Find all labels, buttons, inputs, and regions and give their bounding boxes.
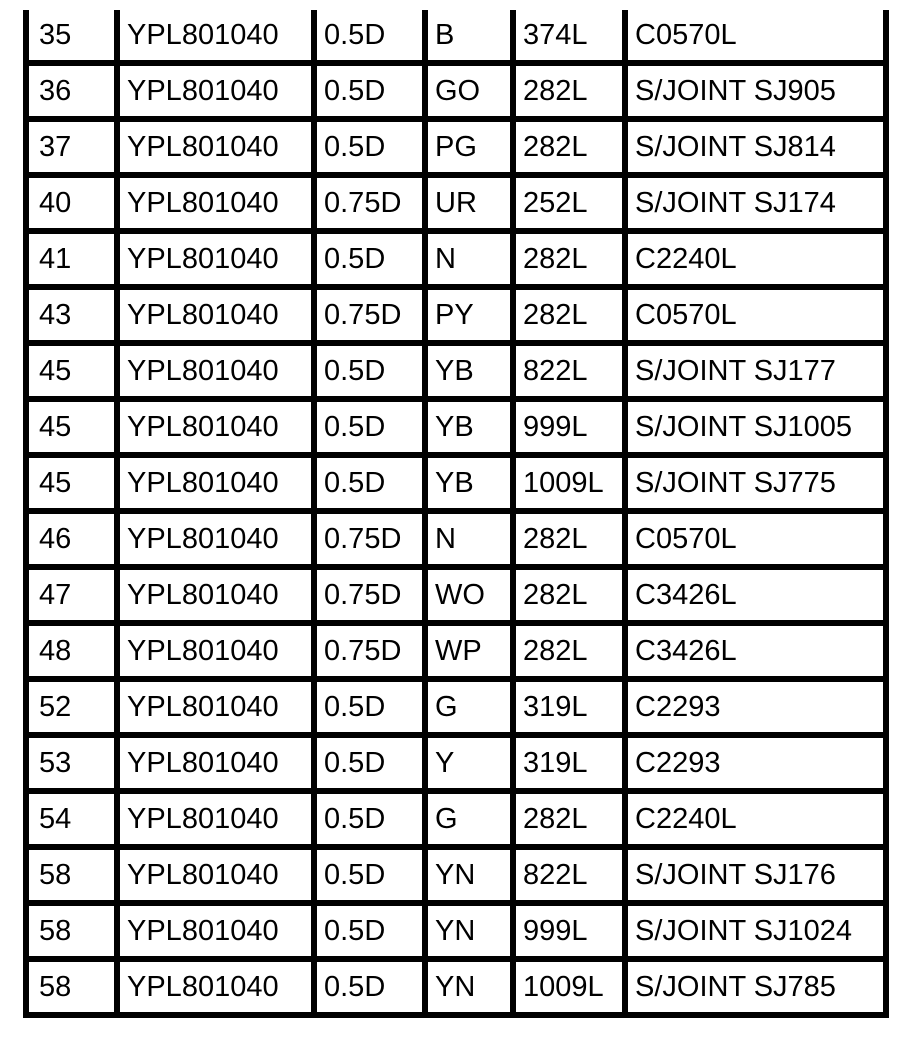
cell-part-number: YPL801040 <box>117 399 314 455</box>
cell-position: 36 <box>29 63 117 119</box>
cell-destination: C2293 <box>625 679 883 735</box>
table-row <box>29 175 883 231</box>
cell-part-number: YPL801040 <box>117 959 314 1012</box>
table-row <box>29 231 883 287</box>
cell-part-number: YPL801040 <box>117 287 314 343</box>
cell-part-number: YPL801040 <box>117 567 314 623</box>
cell-part-number: YPL801040 <box>117 343 314 399</box>
cell-length: 822L <box>513 343 625 399</box>
table-row <box>29 119 883 175</box>
cell-part-number: YPL801040 <box>117 791 314 847</box>
cell-part-number: YPL801040 <box>117 119 314 175</box>
cell-wire-color: YN <box>425 847 513 903</box>
cell-wire-color: YB <box>425 455 513 511</box>
cell-part-number: YPL801040 <box>117 231 314 287</box>
cell-destination: C3426L <box>625 567 883 623</box>
cell-wire-color: PY <box>425 287 513 343</box>
table-row <box>29 959 883 1012</box>
cell-position: 58 <box>29 903 117 959</box>
cell-length: 282L <box>513 791 625 847</box>
cell-position: 46 <box>29 511 117 567</box>
cell-position: 48 <box>29 623 117 679</box>
cell-wire-color: B <box>425 10 513 63</box>
cell-position: 37 <box>29 119 117 175</box>
cell-wire-size: 0.75D <box>314 623 425 679</box>
cell-wire-color: YB <box>425 343 513 399</box>
cell-destination: S/JOINT SJ775 <box>625 455 883 511</box>
cell-length: 282L <box>513 119 625 175</box>
cell-length: 282L <box>513 231 625 287</box>
cell-position: 45 <box>29 343 117 399</box>
table-row <box>29 903 883 959</box>
table-row <box>29 847 883 903</box>
cell-wire-color: WO <box>425 567 513 623</box>
cell-destination: S/JOINT SJ905 <box>625 63 883 119</box>
cell-destination: C2240L <box>625 791 883 847</box>
cell-length: 282L <box>513 567 625 623</box>
cell-length: 282L <box>513 63 625 119</box>
cell-position: 47 <box>29 567 117 623</box>
table-row <box>29 567 883 623</box>
cell-wire-size: 0.75D <box>314 175 425 231</box>
cell-destination: C0570L <box>625 287 883 343</box>
cell-position: 52 <box>29 679 117 735</box>
cell-wire-color: WP <box>425 623 513 679</box>
cell-position: 53 <box>29 735 117 791</box>
table-row <box>29 399 883 455</box>
cell-position: 58 <box>29 847 117 903</box>
cell-destination: C0570L <box>625 511 883 567</box>
cell-destination: S/JOINT SJ177 <box>625 343 883 399</box>
cell-position: 45 <box>29 455 117 511</box>
cell-position: 35 <box>29 10 117 63</box>
cell-destination: S/JOINT SJ1024 <box>625 903 883 959</box>
table-row <box>29 63 883 119</box>
cell-wire-size: 0.5D <box>314 119 425 175</box>
wire-list-table <box>29 10 883 1012</box>
cell-destination: S/JOINT SJ785 <box>625 959 883 1012</box>
cell-position: 54 <box>29 791 117 847</box>
cell-length: 822L <box>513 847 625 903</box>
cell-position: 58 <box>39 971 72 1003</box>
cell-part-number: YPL801040 <box>117 10 314 63</box>
cell-wire-size: 0.5D <box>314 399 425 455</box>
table-row <box>29 343 883 399</box>
table-row <box>29 511 883 567</box>
cell-part-number: YPL801040 <box>117 511 314 567</box>
cell-wire-color: GO <box>425 63 513 119</box>
cell-wire-size: 0.5D <box>314 847 425 903</box>
cell-wire-color: YN <box>425 903 513 959</box>
table-row <box>29 10 883 63</box>
cell-part-number: YPL801040 <box>117 679 314 735</box>
cell-position: 41 <box>29 231 117 287</box>
cell-wire-color: G <box>425 791 513 847</box>
cell-wire-color: PG <box>425 119 513 175</box>
cell-wire-color: YN <box>425 959 513 1012</box>
cell-position: 40 <box>29 175 117 231</box>
cell-length: 252L <box>513 175 625 231</box>
cell-length: 999L <box>513 399 625 455</box>
cell-length: 319L <box>513 735 625 791</box>
cell-destination: S/JOINT SJ1005 <box>625 399 883 455</box>
cell-part-number: YPL801040 <box>117 847 314 903</box>
cell-length: 319L <box>513 679 625 735</box>
cell-length: 999L <box>513 903 625 959</box>
cell-wire-color: N <box>425 231 513 287</box>
table-row <box>29 287 883 343</box>
cell-wire-size: 0.5D <box>314 10 425 63</box>
wire-list-sheet <box>23 10 889 1018</box>
cell-length: 1009L <box>513 959 625 1012</box>
cell-length: 282L <box>513 511 625 567</box>
cell-length: 374L <box>513 10 625 63</box>
cell-position: 43 <box>29 287 117 343</box>
cell-part-number: YPL801040 <box>117 175 314 231</box>
cell-destination: C0570L <box>625 10 883 63</box>
cell-wire-size: 0.5D <box>314 231 425 287</box>
cell-wire-size: 0.5D <box>314 455 425 511</box>
cell-part-number: YPL801040 <box>117 63 314 119</box>
cell-destination: C2240L <box>625 231 883 287</box>
cell-length: 282L <box>513 287 625 343</box>
cell-part-number: YPL801040 <box>117 903 314 959</box>
cell-wire-color: UR <box>425 175 513 231</box>
cell-wire-size: 0.5D <box>314 679 425 735</box>
cell-wire-size: 0.5D <box>314 343 425 399</box>
cell-wire-size: 0.75D <box>314 287 425 343</box>
table-row <box>29 623 883 679</box>
cell-wire-size: 0.75D <box>314 567 425 623</box>
cell-destination: S/JOINT SJ176 <box>625 847 883 903</box>
cell-wire-color: YB <box>425 399 513 455</box>
cell-length: 282L <box>513 623 625 679</box>
cell-destination: C2293 <box>625 735 883 791</box>
cell-destination: S/JOINT SJ174 <box>625 175 883 231</box>
cell-length: 1009L <box>513 455 625 511</box>
cell-destination: C3426L <box>625 623 883 679</box>
cell-wire-size: 0.5D <box>314 959 425 1012</box>
cell-part-number: YPL801040 <box>117 735 314 791</box>
cell-wire-color: Y <box>425 735 513 791</box>
cell-wire-size: 0.75D <box>314 511 425 567</box>
cell-position: 45 <box>29 399 117 455</box>
table-row <box>29 679 883 735</box>
table-row <box>29 455 883 511</box>
cell-wire-size: 0.5D <box>314 735 425 791</box>
cell-wire-color: N <box>425 511 513 567</box>
cell-part-number: YPL801040 <box>117 455 314 511</box>
cell-wire-size: 0.5D <box>314 63 425 119</box>
cell-destination: S/JOINT SJ814 <box>625 119 883 175</box>
wire-list-body <box>29 10 883 1012</box>
table-row <box>29 791 883 847</box>
cell-part-number: YPL801040 <box>117 623 314 679</box>
cell-wire-size: 0.5D <box>314 903 425 959</box>
table-row <box>29 735 883 791</box>
cell-wire-size: 0.5D <box>314 791 425 847</box>
cell-wire-color: G <box>425 679 513 735</box>
